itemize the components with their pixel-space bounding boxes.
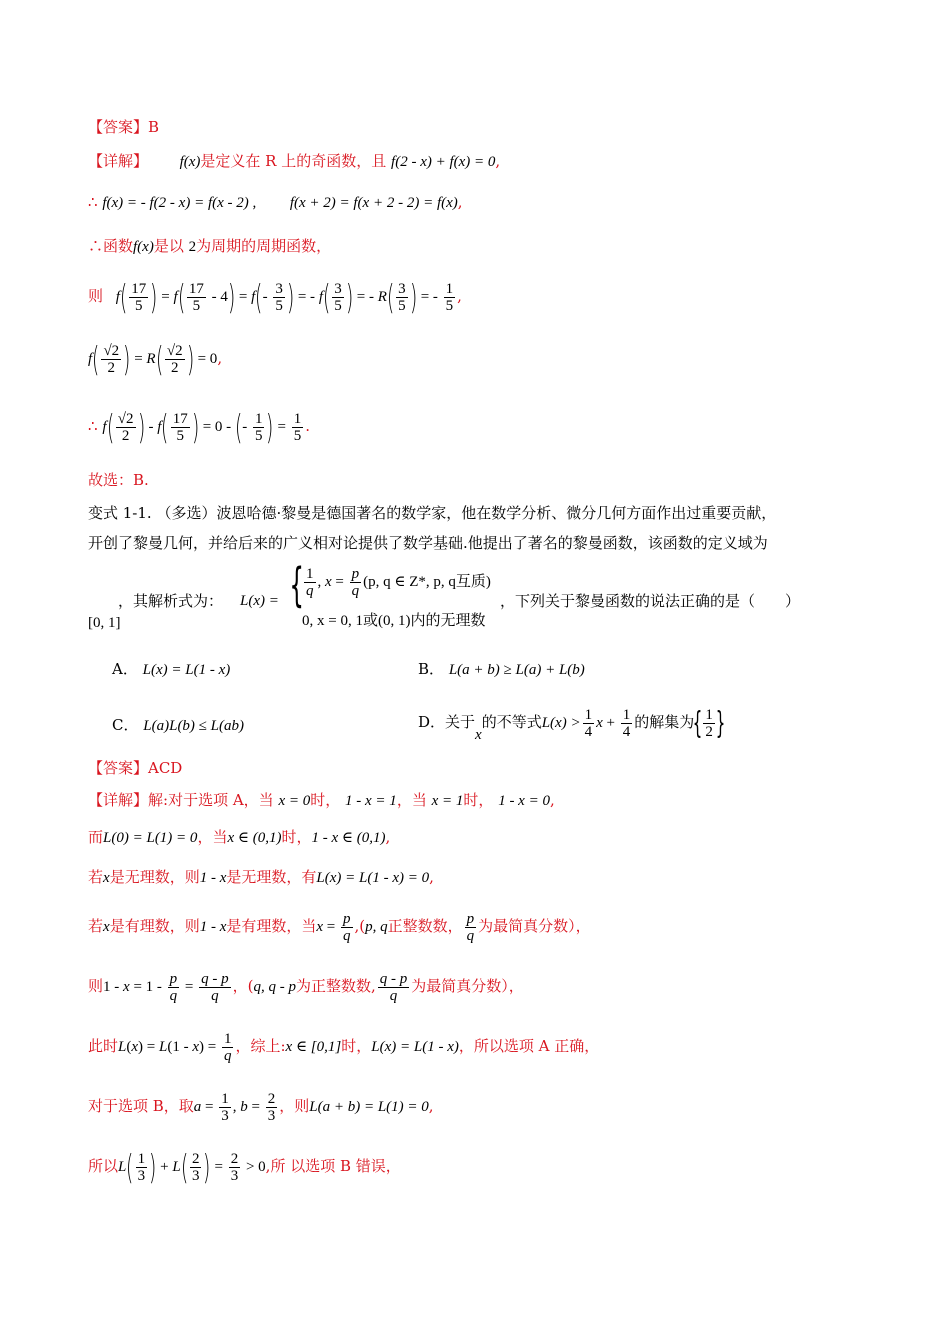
detail-line-5: f( $\frac{√2}{2}$ ) = R( $\frac{√2}{2}$ ) = 0, bbox=[88, 339, 223, 380]
detail-text: 而 bbox=[88, 828, 104, 846]
math-expr: 1 - x = 1 bbox=[345, 793, 397, 809]
question-line-1: 变式 1-1. （多选）波恩哈德·黎曼是德国著名的数学家，他在数学分析、微分几何方面作出过重要贡献， bbox=[88, 504, 777, 522]
math-expr: x = 0 bbox=[278, 793, 311, 809]
case-2: 0, x = 0, 1或(0, 1)内的无理数 bbox=[302, 613, 486, 629]
detail-text: 对于选项 B，取 bbox=[88, 1097, 194, 1115]
option-c[interactable] bbox=[112, 714, 244, 737]
detail-text: 此时 bbox=[88, 1037, 119, 1055]
detail2-line-4: 若x是有理数，则1 - x是有理数，当x = $\frac{p}{q}$ ,(p, q正整数数， $\frac{p}{q}$ 为最简真分数）， bbox=[88, 911, 591, 945]
math-expr: L(x) = L(1 - x) = 0 bbox=[316, 870, 430, 886]
detail-text: 若 bbox=[88, 868, 104, 886]
math-expr: x ∈ (0,1) bbox=[227, 830, 282, 846]
detail2-line-3 bbox=[88, 866, 434, 889]
answer-label-2: 【答案】ACD bbox=[88, 759, 183, 777]
detail-line-3 bbox=[88, 235, 331, 258]
question-text: ，其解析式为： bbox=[118, 592, 224, 610]
option-var: x bbox=[475, 727, 482, 743]
punct: , bbox=[428, 1097, 434, 1115]
detail-text: ∴函数 bbox=[88, 237, 134, 255]
option-label: C． bbox=[112, 716, 139, 734]
detail-label: 【详解】 bbox=[88, 152, 149, 170]
detail-text: 则 bbox=[88, 287, 104, 305]
math-var: x bbox=[103, 919, 110, 935]
option-b[interactable] bbox=[418, 658, 585, 681]
option-text: 的不等式 bbox=[481, 713, 542, 731]
detail-line-4: 则 f( $\frac{17}{5}$ ) = f( $\frac{17}{5}$ - 4) = f(- $\frac{3}{5}$ ) = - f( $\frac{3}{5}$ ) = - R( $\frac{3}{5}$ ) = - $\frac{1}{5}$ , bbox=[88, 277, 462, 318]
detail-text: ,( bbox=[354, 917, 366, 935]
detail-text: 为最简真分数）， bbox=[411, 977, 524, 995]
detail2-line-6: 此时L(x) = L(1 - x) = $\frac{1}{q}$ ，综上:x ∈ [0,1]时，L(x) = L(1 - x)，所以选项 A 正确， bbox=[88, 1031, 600, 1065]
punct: , bbox=[457, 193, 463, 211]
math-expr: f(x) = - f(2 - x) = f(x - 2) , bbox=[102, 195, 257, 211]
therefore-symbol: ∴ bbox=[88, 193, 98, 211]
answer-label-1: 【答案】B bbox=[88, 118, 160, 136]
option-a[interactable] bbox=[112, 658, 230, 681]
question-line-2: 开创了黎曼几何，并给后来的广义相对论提供了数学基础.他提出了著名的黎曼函数，该函数的定义域为 bbox=[88, 534, 768, 552]
math-expr: 1 - x bbox=[199, 870, 227, 886]
detail-text: 时， bbox=[341, 1037, 372, 1055]
detail-text: 为周期的周期函数， bbox=[196, 237, 332, 255]
detail-text: 是以 bbox=[153, 237, 184, 255]
question-text: ，下列关于黎曼函数的说法正确的是（ ） bbox=[500, 592, 801, 610]
detail-text: ，综上: bbox=[235, 1037, 286, 1055]
detail-text: ，( bbox=[232, 977, 254, 995]
math-expr: 1 - x = 0 bbox=[498, 793, 550, 809]
detail-text: 则 bbox=[88, 977, 104, 995]
case-1: $\frac{1}{q}$ , x = $\frac{p}{q}$ (p, q ∈ Z*, p, q互质) bbox=[306, 566, 491, 599]
detail-text: 为正整数数, bbox=[295, 977, 376, 995]
detail2-line-2 bbox=[88, 826, 390, 849]
case-1-condition: (p, q ∈ Z*, p, q互质) bbox=[363, 573, 491, 590]
option-math: L(x) = L(1 - x) bbox=[142, 662, 231, 678]
detail-text: ，当 bbox=[197, 828, 228, 846]
detail2-line-5: 则1 - x = 1 - $\frac{p}{q}$ = $\frac{q - p}{q}$ ，(q, q - p为正整数数, $\frac{q - p}{q}$ 为最简真分数）， bbox=[88, 971, 524, 1005]
detail-text: 时， bbox=[463, 791, 494, 809]
option-math: L(a + b) ≥ L(a) + L(b) bbox=[448, 662, 585, 678]
detail-label: 【详解】 bbox=[88, 791, 149, 809]
detail-text: 是有理数，当 bbox=[226, 917, 317, 935]
detail-line-2 bbox=[88, 191, 463, 214]
option-label: D．关于 bbox=[418, 713, 476, 731]
punct: , bbox=[385, 828, 391, 846]
detail2-line-7: 对于选项 B，取a = $\frac{1}{3}$ , b = $\frac{2}{3}$ ，则L(a + b) = L(1) = 0, bbox=[88, 1091, 434, 1125]
math-expr: q, q - p bbox=[253, 979, 296, 995]
detail-text: 所以 bbox=[88, 1157, 119, 1175]
math-fx: f(x) bbox=[133, 239, 154, 255]
detail-text: 为最简真分数）， bbox=[478, 917, 591, 935]
option-math: L(x) > bbox=[541, 715, 581, 731]
detail2-line-8: 所以L( $\frac{1}{3}$ ) + L( $\frac{2}{3}$ ) = $\frac{2}{3}$ > 0,所 以选项 B 错误， bbox=[88, 1147, 401, 1188]
math-expr: L(0) = L(1) = 0 bbox=[103, 830, 198, 846]
detail-text: ，则 bbox=[279, 1097, 310, 1115]
math-expr: x ∈ [0,1] bbox=[285, 1039, 342, 1055]
math-expr: f(x + 2) = f(x + 2 - 2) = f(x) bbox=[289, 195, 458, 211]
math-expr: f(2 - x) + f(x) = 0 bbox=[391, 154, 496, 170]
math-expr: 1 - x ∈ (0,1) bbox=[311, 830, 386, 846]
option-d[interactable]: D．关于x的不等式L(x) > $\frac{1}{4}$ x + $\frac{1}{4}$ 的解集为{ $\frac{1}{2}$ } bbox=[418, 705, 726, 743]
math-expr: L(x) = L(1 - x) bbox=[371, 1039, 459, 1055]
detail-text: 是无理数，则 bbox=[109, 868, 200, 886]
detail-text: ,所 以选项 B 错误， bbox=[265, 1157, 401, 1175]
option-text: 的解集为 bbox=[634, 713, 695, 731]
detail-text: 解:对于选项 A，当 bbox=[148, 791, 274, 809]
riemann-function-name: L(x) = bbox=[240, 593, 279, 609]
detail2-line-1 bbox=[88, 789, 555, 812]
option-label: A． bbox=[112, 660, 138, 678]
detail-conclusion: 故选：B. bbox=[88, 471, 149, 489]
option-label: B． bbox=[418, 660, 445, 678]
domain-interval: [0, 1] bbox=[88, 615, 121, 631]
detail-text: 是无理数，有 bbox=[226, 868, 317, 886]
math-var: x bbox=[103, 870, 110, 886]
detail-text: 是定义在 R 上的奇函数，且 bbox=[200, 152, 387, 170]
detail-line-1 bbox=[88, 150, 500, 173]
detail-text: 时， bbox=[281, 828, 312, 846]
detail-text: ，所以选项 A 正确， bbox=[458, 1037, 600, 1055]
math-expr: x = 1 bbox=[431, 793, 464, 809]
math-expr: L(a + b) = L(1) = 0 bbox=[309, 1099, 429, 1115]
detail-line-6: ∴ f( $\frac{√2}{2}$ ) - f( $\frac{17}{5}$ ) = 0 - (- $\frac{1}{5}$ ) = $\frac{1}{5}$ . bbox=[88, 407, 310, 448]
detail-text: ，当 bbox=[396, 791, 427, 809]
math-expr: 1 - x bbox=[199, 919, 227, 935]
math-num: 2 bbox=[188, 239, 197, 255]
detail-text: 时， bbox=[310, 791, 341, 809]
math-fx: f(x) bbox=[179, 154, 201, 170]
option-math: L(a)L(b) ≤ L(ab) bbox=[143, 718, 244, 734]
punct: , bbox=[549, 791, 555, 809]
punct: , bbox=[495, 152, 501, 170]
punct: , bbox=[429, 868, 434, 886]
detail-text: 是有理数，则 bbox=[109, 917, 200, 935]
detail-text: 正整数数， bbox=[387, 917, 463, 935]
detail-text: 若 bbox=[88, 917, 104, 935]
math-expr: p, q bbox=[365, 919, 388, 935]
